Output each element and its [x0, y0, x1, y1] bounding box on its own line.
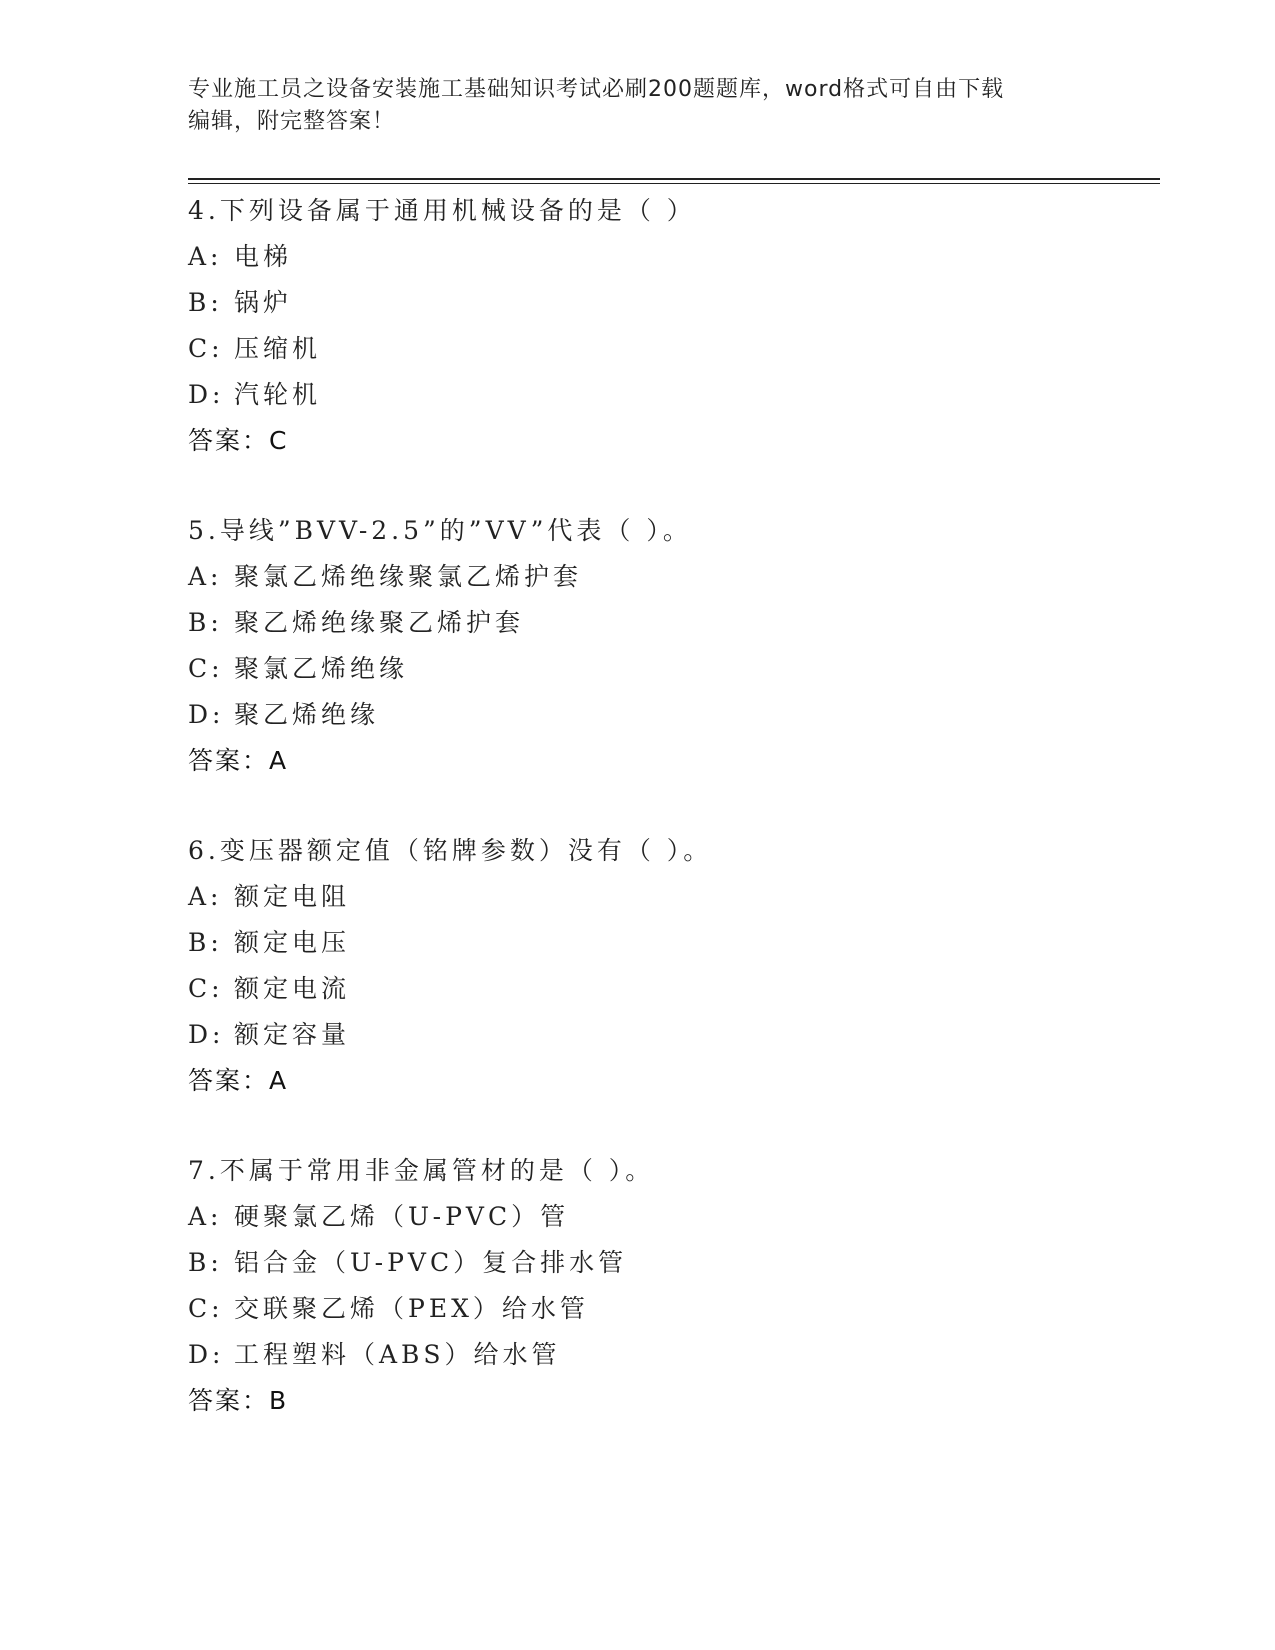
- option-text: 额定容量: [234, 1020, 351, 1049]
- option-text: 聚乙烯绝缘: [234, 700, 380, 729]
- option-c: [188, 326, 1148, 372]
- question-stem: 5.导线”BVV-2.5”的”VV”代表（ ）。: [188, 516, 692, 545]
- option-text: 额定电压: [234, 928, 351, 957]
- option-key: B:: [188, 928, 223, 957]
- option-a: [188, 234, 1148, 280]
- option-text: 电梯: [234, 242, 293, 271]
- option-key: B:: [188, 608, 223, 637]
- option-text: 交联聚乙烯（PEX）给水管: [234, 1294, 589, 1323]
- header-line-2: 编辑，附完整答案！: [188, 109, 396, 134]
- answer: 答案：B: [188, 1386, 289, 1415]
- option-key: C:: [188, 1294, 224, 1323]
- option-text: 额定电阻: [234, 882, 351, 911]
- option-text: 聚氯乙烯绝缘: [234, 654, 409, 683]
- option-text: 锅炉: [234, 288, 293, 317]
- option-text: 聚氯乙烯绝缘聚氯乙烯护套: [234, 562, 583, 591]
- option-text: 额定电流: [234, 974, 351, 1003]
- option-text: 聚乙烯绝缘聚乙烯护套: [234, 608, 525, 637]
- question-6: [188, 828, 1148, 1104]
- option-key: A:: [188, 562, 223, 591]
- option-d: [188, 372, 1148, 418]
- option-d: [188, 1332, 1148, 1378]
- option-a: [188, 874, 1148, 920]
- option-b: [188, 280, 1148, 326]
- option-a: [188, 554, 1148, 600]
- option-text: 压缩机: [234, 334, 322, 363]
- answer: 答案：A: [188, 746, 289, 775]
- option-key: B:: [188, 1248, 223, 1277]
- option-key: B:: [188, 288, 223, 317]
- option-key: C:: [188, 974, 224, 1003]
- option-text: 铝合金（U-PVC）复合排水管: [234, 1248, 628, 1277]
- option-key: C:: [188, 334, 224, 363]
- option-key: D:: [188, 380, 225, 409]
- question-stem: 7.不属于常用非金属管材的是（ ）。: [188, 1156, 655, 1185]
- question-list: [188, 188, 1148, 1424]
- option-c: [188, 966, 1148, 1012]
- option-b: [188, 920, 1148, 966]
- option-key: C:: [188, 654, 224, 683]
- option-key: D:: [188, 1020, 225, 1049]
- question-7: [188, 1148, 1148, 1424]
- option-c: [188, 646, 1148, 692]
- option-key: D:: [188, 1340, 225, 1369]
- option-key: A:: [188, 1202, 223, 1231]
- option-a: [188, 1194, 1148, 1240]
- option-key: A:: [188, 242, 223, 271]
- option-d: [188, 1012, 1148, 1058]
- question-stem: 6.变压器额定值（铭牌参数）没有（ ）。: [188, 836, 713, 865]
- answer: 答案：C: [188, 426, 289, 455]
- option-text: 汽轮机: [234, 380, 322, 409]
- option-key: A:: [188, 882, 223, 911]
- document-header: [188, 74, 1088, 138]
- option-text: 硬聚氯乙烯（U-PVC）管: [234, 1202, 570, 1231]
- question-stem: 4.下列设备属于通用机械设备的是（ ）: [188, 196, 696, 225]
- question-5: [188, 508, 1148, 784]
- option-b: [188, 600, 1148, 646]
- option-b: [188, 1240, 1148, 1286]
- option-c: [188, 1286, 1148, 1332]
- option-text: 工程塑料（ABS）给水管: [234, 1340, 561, 1369]
- header-divider-thin: [188, 183, 1160, 184]
- header-divider: [188, 178, 1160, 180]
- answer: 答案：A: [188, 1066, 289, 1095]
- option-key: D:: [188, 700, 225, 729]
- option-d: [188, 692, 1148, 738]
- question-4: [188, 188, 1148, 464]
- header-line-1: 专业施工员之设备安装施工基础知识考试必刷200题题库，word格式可自由下载: [188, 77, 1005, 102]
